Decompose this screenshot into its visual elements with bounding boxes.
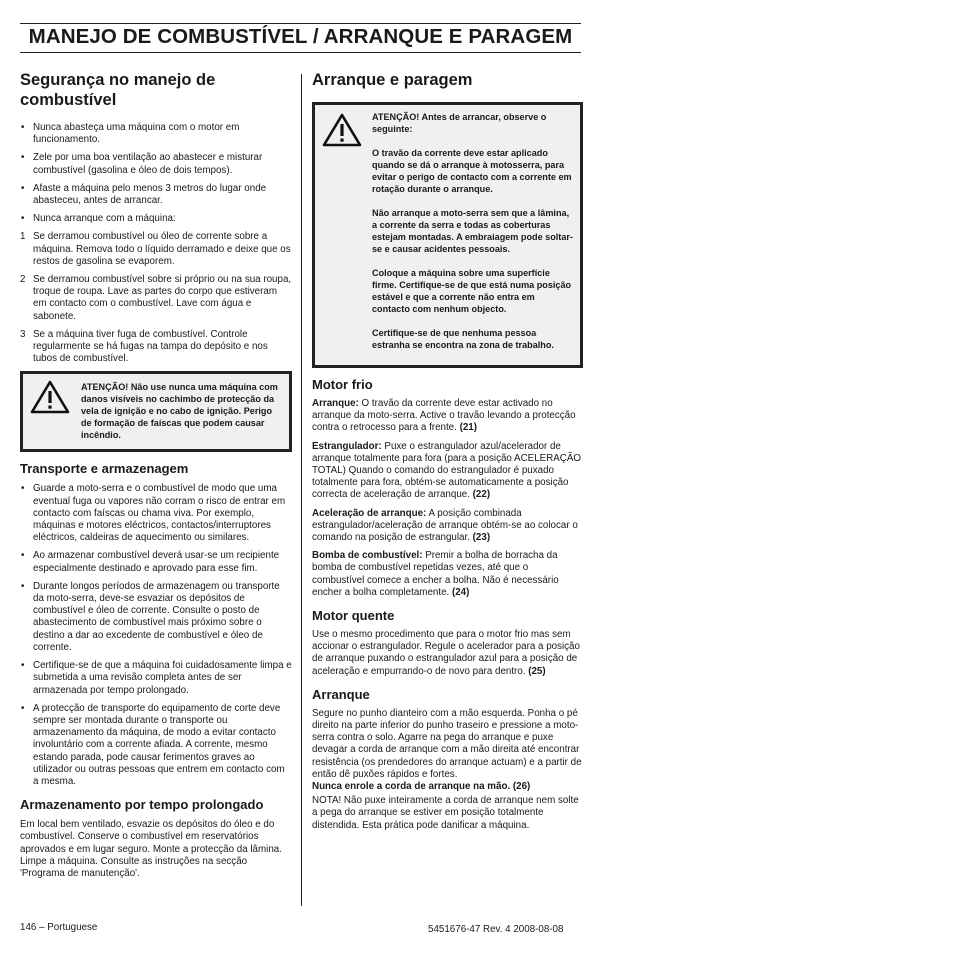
fuel-safety-heading: Segurança no manejo de combustível bbox=[20, 71, 216, 109]
hot-engine-text bbox=[312, 629, 583, 678]
list-item: • A protecção de transporte do equipamento de corte deve sempre ser montada durante o transporte ou armazenamento da máquina, de modo a evitar contacto involuntário com a corrente afiada. A corrente, mesmo estando parada, pode causar ferimentos graves ao utilizador ou outras pessoas que entrem em contacto com a mesma. bbox=[20, 703, 292, 788]
list-item: • Durante longos períodos de armazenagem ou transporte da moto-serra, deve-se esvaziar os depósitos de combustível e óleo de corrente. Consulte o posto de abastecimento de combustível mais próximo sobre o destino a dar ao excedente de combustível e óleo de corrente. bbox=[20, 581, 292, 654]
spark-plug-warning-box bbox=[20, 371, 292, 452]
hot-engine-heading: Motor quente bbox=[312, 608, 395, 624]
cold-engine-paragraph bbox=[312, 550, 583, 599]
header-bottom-rule bbox=[20, 52, 581, 53]
term-label: Bomba de combustível: bbox=[312, 550, 423, 562]
page-number: 146 – Portuguese bbox=[20, 922, 98, 933]
column-divider bbox=[301, 74, 302, 906]
header-top-rule bbox=[20, 23, 581, 24]
warning-paragraph: Certifique-se de que nenhuma pessoa estranha se encontra na zona de trabalho. bbox=[372, 328, 554, 350]
long-storage-text: Em local bem ventilado, esvazie os depósitos do óleo e do combustível. Conserve o combustível em reservatórios aprovados e em lugar seguro. Monte a protecção da lâmina. Limpe a máquina. Consulte as instruções na secção 'Programa de manutenção'. bbox=[20, 819, 282, 879]
item-text: Se derramou combustível ou óleo de corrente sobre a máquina. Remova todo o líquido derramado e deixe que os restos de gasolina se evaporem. bbox=[33, 231, 291, 267]
numbered-item bbox=[20, 231, 292, 268]
figure-ref: (21) bbox=[459, 422, 478, 434]
item-text: Se derramou combustível sobre si próprio ou na sua roupa, troque de roupa. Lave as partes do corpo que estiveram em contacto com o combustível. Lave com água e sabonete. bbox=[33, 274, 292, 322]
numbered-item bbox=[20, 274, 292, 323]
starting-bold-note: Nunca enrole a corda de arranque na mão. (26) bbox=[312, 781, 531, 793]
list-item: • Nunca abasteça uma máquina com o motor em funcionamento. bbox=[20, 122, 292, 146]
figure-ref: (23) bbox=[472, 532, 491, 544]
fuel-safety-bullets bbox=[20, 122, 292, 225]
warning-text bbox=[372, 111, 574, 351]
figure-ref: (22) bbox=[472, 489, 491, 501]
hot-engine-body: Use o mesmo procedimento que para o motor frio mas sem accionar o estrangulador. Regule o acelerador para a posição de arranque puxando o estrangulador azul para a posição de aceleração e empurrando-o de novo para dentro. bbox=[312, 629, 580, 677]
page-title: MANEJO DE COMBUSTÍVEL / ARRANQUE E PARAGEM bbox=[28, 25, 573, 48]
figure-ref: (25) bbox=[528, 665, 546, 677]
figure-ref: (24) bbox=[451, 586, 470, 598]
term-label: Arranque: bbox=[312, 398, 359, 409]
item-number: 3 bbox=[20, 328, 26, 340]
numbered-item bbox=[20, 329, 292, 366]
starting-text bbox=[312, 708, 583, 793]
warning-paragraph: O travão da corrente deve estar aplicado quando se dá o arranque à motosserra, para evitar o perigo de contacto com a corrente em rotação durante o arranque. bbox=[372, 148, 572, 194]
term-label: Aceleração de arranque: bbox=[312, 507, 427, 519]
warning-triangle-icon bbox=[322, 113, 362, 147]
list-item: • Guarde a moto-serra e o combustível de modo que uma eventual fuga ou vapores não corram o risco de entrar em contacto com faíscas ou chama viva. Por exemplo, máquinas e motores eléctricos, contactos/interruptores eléctricos, caldeiras de aquecimento ou similares. bbox=[20, 483, 292, 544]
list-item: • Nunca arranque com a máquina: bbox=[20, 213, 292, 225]
cold-engine-paragraph bbox=[312, 508, 583, 545]
item-text: Se a máquina tiver fuga de combustível. Controle regularmente se há fugas na tampa do depósito e nos tubos de combustível. bbox=[33, 328, 268, 365]
starting-note: NOTA! Não puxe inteiramente a corda de arranque nem solte a pega do arranque se estiver em posição totalmente distendida. Esta prática pode danificar a máquina. bbox=[312, 795, 579, 831]
term-text: Premir a bolha de borracha da bomba de combustível repetidas vezes, até que o combustível comece a encher a bolha. Não é necessário encher a bolha completamente. bbox=[312, 550, 559, 598]
starting-heading: Arranque bbox=[312, 686, 370, 702]
item-number: 2 bbox=[20, 274, 26, 286]
term-text: A posição combinada estrangulador/aceleração de arranque obtém-se ao colocar o comando na posição de estrangular. bbox=[312, 507, 578, 544]
warning-paragraph: ATENÇÃO! Antes de arrancar, observe o seguinte: bbox=[372, 112, 547, 134]
list-item: • Ao armazenar combustível deverá usar-se um recipiente especialmente destinado e aprovado para esse fim. bbox=[20, 550, 292, 574]
starting-body: Segure no punho dianteiro com a mão esquerda. Ponha o pé direito na parte inferior do punho traseiro e pressione a moto-serra contra o solo. Agarre na pega do arranque e puxe devagar a corda de arranque com a mão direita até encontrar resistência (os prendedores do arranque actuam) e a partir de então dê puxões rápidos e fortes. bbox=[312, 707, 582, 780]
warning-text: ATENÇÃO! Não use nunca uma máquina com danos visíveis no cachimbo de protecção da vela de ignição e no cabo de ignição. Perigo de formação de faíscas que podem causar incêndio. bbox=[81, 382, 278, 441]
term-text: Puxe o estrangulador azul/acelerador de arranque totalmente para fora (para a posição ACELERAÇÃO TOTAL) Quando o comando do estrangulador é puxado totalmente para fora, obtém-se automaticamente a posição correcta de aceleração de arranque. bbox=[312, 440, 582, 501]
right-column bbox=[312, 70, 583, 838]
long-storage-heading: Armazenamento por tempo prolongado bbox=[20, 797, 264, 813]
warning-triangle-icon bbox=[30, 380, 70, 414]
warning-paragraph: Coloque a máquina sobre uma superfície firme. Certifique-se de que está numa posição estável e que a corrente não entra em contacto com nenhum objecto. bbox=[372, 268, 572, 314]
list-item: • Zele por uma boa ventilação ao abastecer e misturar combustível (gasolina e óleo de dois tempos). bbox=[20, 152, 292, 176]
term-label: Estrangulador: bbox=[312, 440, 382, 452]
cold-engine-paragraph bbox=[312, 398, 583, 435]
warning-paragraph: Não arranque a moto-serra sem que a lâmina, a corrente da serra e todas as coberturas estejam montadas. A embraiagem pode soltar-se e causar acidentes pessoais. bbox=[372, 208, 573, 254]
list-item: • Afaste a máquina pelo menos 3 metros do lugar onde abasteceu, antes de arrancar. bbox=[20, 183, 292, 207]
start-warning-box bbox=[312, 102, 583, 368]
list-item: • Certifique-se de que a máquina foi cuidadosamente limpa e submetida a uma revisão completa antes de ser armazenada por tempo prolongado. bbox=[20, 660, 292, 697]
item-number: 1 bbox=[20, 231, 26, 243]
cold-engine-paragraph bbox=[312, 441, 583, 502]
fuel-safety-numbered bbox=[20, 231, 292, 365]
document-revision: 5451676-47 Rev. 4 2008-08-08 bbox=[428, 924, 564, 935]
term-text: O travão da corrente deve estar activado no arranque da moto-serra. Active o travão levando a protecção contra o retrocesso para a frente. bbox=[312, 398, 576, 434]
transport-heading: Transporte e armazenagem bbox=[20, 461, 189, 477]
left-column bbox=[20, 70, 292, 886]
start-stop-heading: Arranque e paragem bbox=[312, 71, 473, 89]
cold-engine-heading: Motor frio bbox=[312, 377, 373, 392]
transport-bullets bbox=[20, 483, 292, 788]
